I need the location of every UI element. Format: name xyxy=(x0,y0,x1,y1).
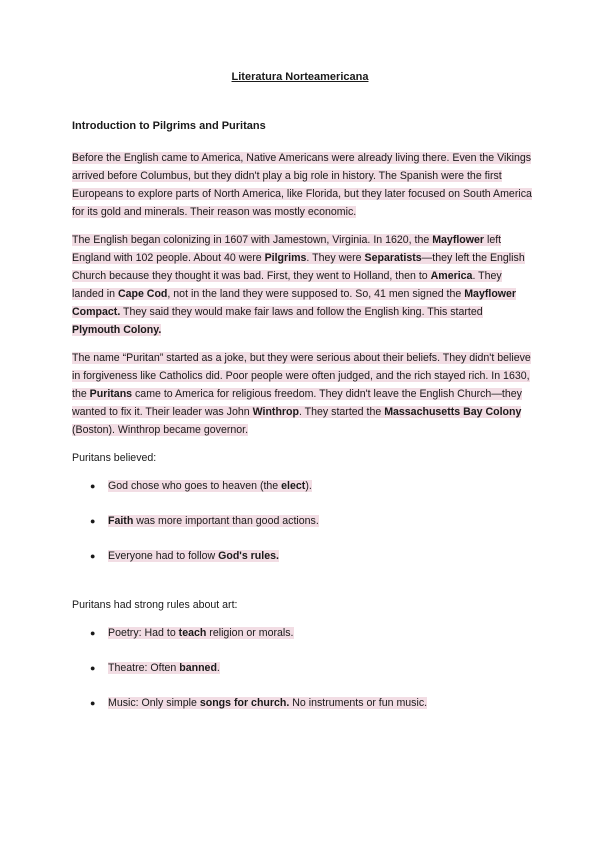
text-run: . They started the xyxy=(298,406,385,418)
bullet-icon: ● xyxy=(90,663,96,673)
paragraph-2 xyxy=(72,231,532,339)
paragraph-2-text xyxy=(72,234,525,336)
beliefs-intro: Puritans believed: xyxy=(72,452,157,464)
text-run: The English began colonizing in 1607 with Jamestown, Virginia. In 1620, the xyxy=(72,234,433,246)
art-intro: Puritans had strong rules about art: xyxy=(72,599,238,611)
list-item xyxy=(90,624,294,642)
paragraph-1 xyxy=(72,149,532,221)
text-run: Music: Only simple xyxy=(108,697,200,709)
bold-run: Separatists xyxy=(364,252,422,264)
list-item xyxy=(90,547,279,565)
text-run: . They landed in xyxy=(72,270,502,300)
list-item-text xyxy=(108,627,294,639)
bold-run: America xyxy=(430,270,473,282)
bullet-icon: ● xyxy=(90,481,96,491)
list-item-text xyxy=(108,550,279,562)
bold-run: God's rules. xyxy=(218,550,279,562)
paragraph-1-text: Before the English came to America, Native Americans were already living there. Even the Vikings arrived before Columbus, but they didn't play a big role in history. The Spanish were the first Europeans to explore parts of North America, like Florida, but they later focused on South America for its gold and minerals. Their reason was mostly economic. xyxy=(72,152,532,218)
bullet-icon: ● xyxy=(90,551,96,561)
text-run: The name “Puritan” started as a joke, but they were serious about their beliefs. They didn't believe in forgiveness like Catholics did. Poor people were often judged, and the rich stayed rich. In 1630, the xyxy=(72,352,531,400)
bold-run: Plymouth Colony. xyxy=(72,324,162,336)
paragraph-3 xyxy=(72,349,532,439)
text-run: ). xyxy=(305,480,312,492)
text-run: , not in the land they were supposed to. So, 41 men signed the xyxy=(167,288,465,300)
section-heading: Introduction to Pilgrims and Puritans xyxy=(72,120,266,132)
text-run: God chose who goes to heaven (the xyxy=(108,480,282,492)
bullet-icon: ● xyxy=(90,628,96,638)
bold-run: Mayflower xyxy=(432,234,485,246)
bold-run: elect xyxy=(281,480,306,492)
bold-run: Mayflower Compact. xyxy=(72,288,517,318)
paragraph-3-text xyxy=(72,352,531,436)
list-item-text xyxy=(108,662,220,674)
text-run: was more important than good actions. xyxy=(133,515,319,527)
text-run: No instruments or fun music. xyxy=(289,697,428,709)
document-title: Literatura Norteamericana xyxy=(231,71,369,83)
bold-run: Puritans xyxy=(89,388,133,400)
text-run: —they left the English Church because they thought it was bad. First, they went to Holland, then to xyxy=(72,252,525,282)
text-run: . xyxy=(216,662,220,674)
text-run: Theatre: Often xyxy=(108,662,180,674)
text-run: . They were xyxy=(306,252,365,264)
bold-run: Pilgrims xyxy=(264,252,307,264)
list-item-text xyxy=(108,515,319,527)
text-run: religion or morals. xyxy=(206,627,294,639)
text-run: Poetry: Had to xyxy=(108,627,179,639)
bold-run: songs for church. xyxy=(199,697,290,709)
text-run: (Boston). Winthrop became governor. xyxy=(72,424,249,436)
bold-run: Cape Cod xyxy=(117,288,168,300)
text-run: Everyone had to follow xyxy=(108,550,219,562)
list-item-text xyxy=(108,480,312,492)
bold-run: teach xyxy=(178,627,207,639)
list-item xyxy=(90,477,312,495)
bold-run: Winthrop xyxy=(252,406,299,418)
list-item xyxy=(90,512,319,530)
list-item-text xyxy=(108,697,427,709)
bold-run: Faith xyxy=(108,515,134,527)
list-item xyxy=(90,659,220,677)
text-run: came to America for religious freedom. They didn't leave the English Church—they wanted to fix it. Their leader was John xyxy=(72,388,522,418)
bold-run: Massachusetts Bay Colony xyxy=(384,406,522,418)
text-run: They said they would make fair laws and follow the English king. This started xyxy=(120,306,483,318)
bold-run: banned xyxy=(179,662,217,674)
bullet-icon: ● xyxy=(90,698,96,708)
text-run: left England with 102 people. About 40 were xyxy=(72,234,502,264)
bullet-icon: ● xyxy=(90,516,96,526)
list-item xyxy=(90,694,427,712)
